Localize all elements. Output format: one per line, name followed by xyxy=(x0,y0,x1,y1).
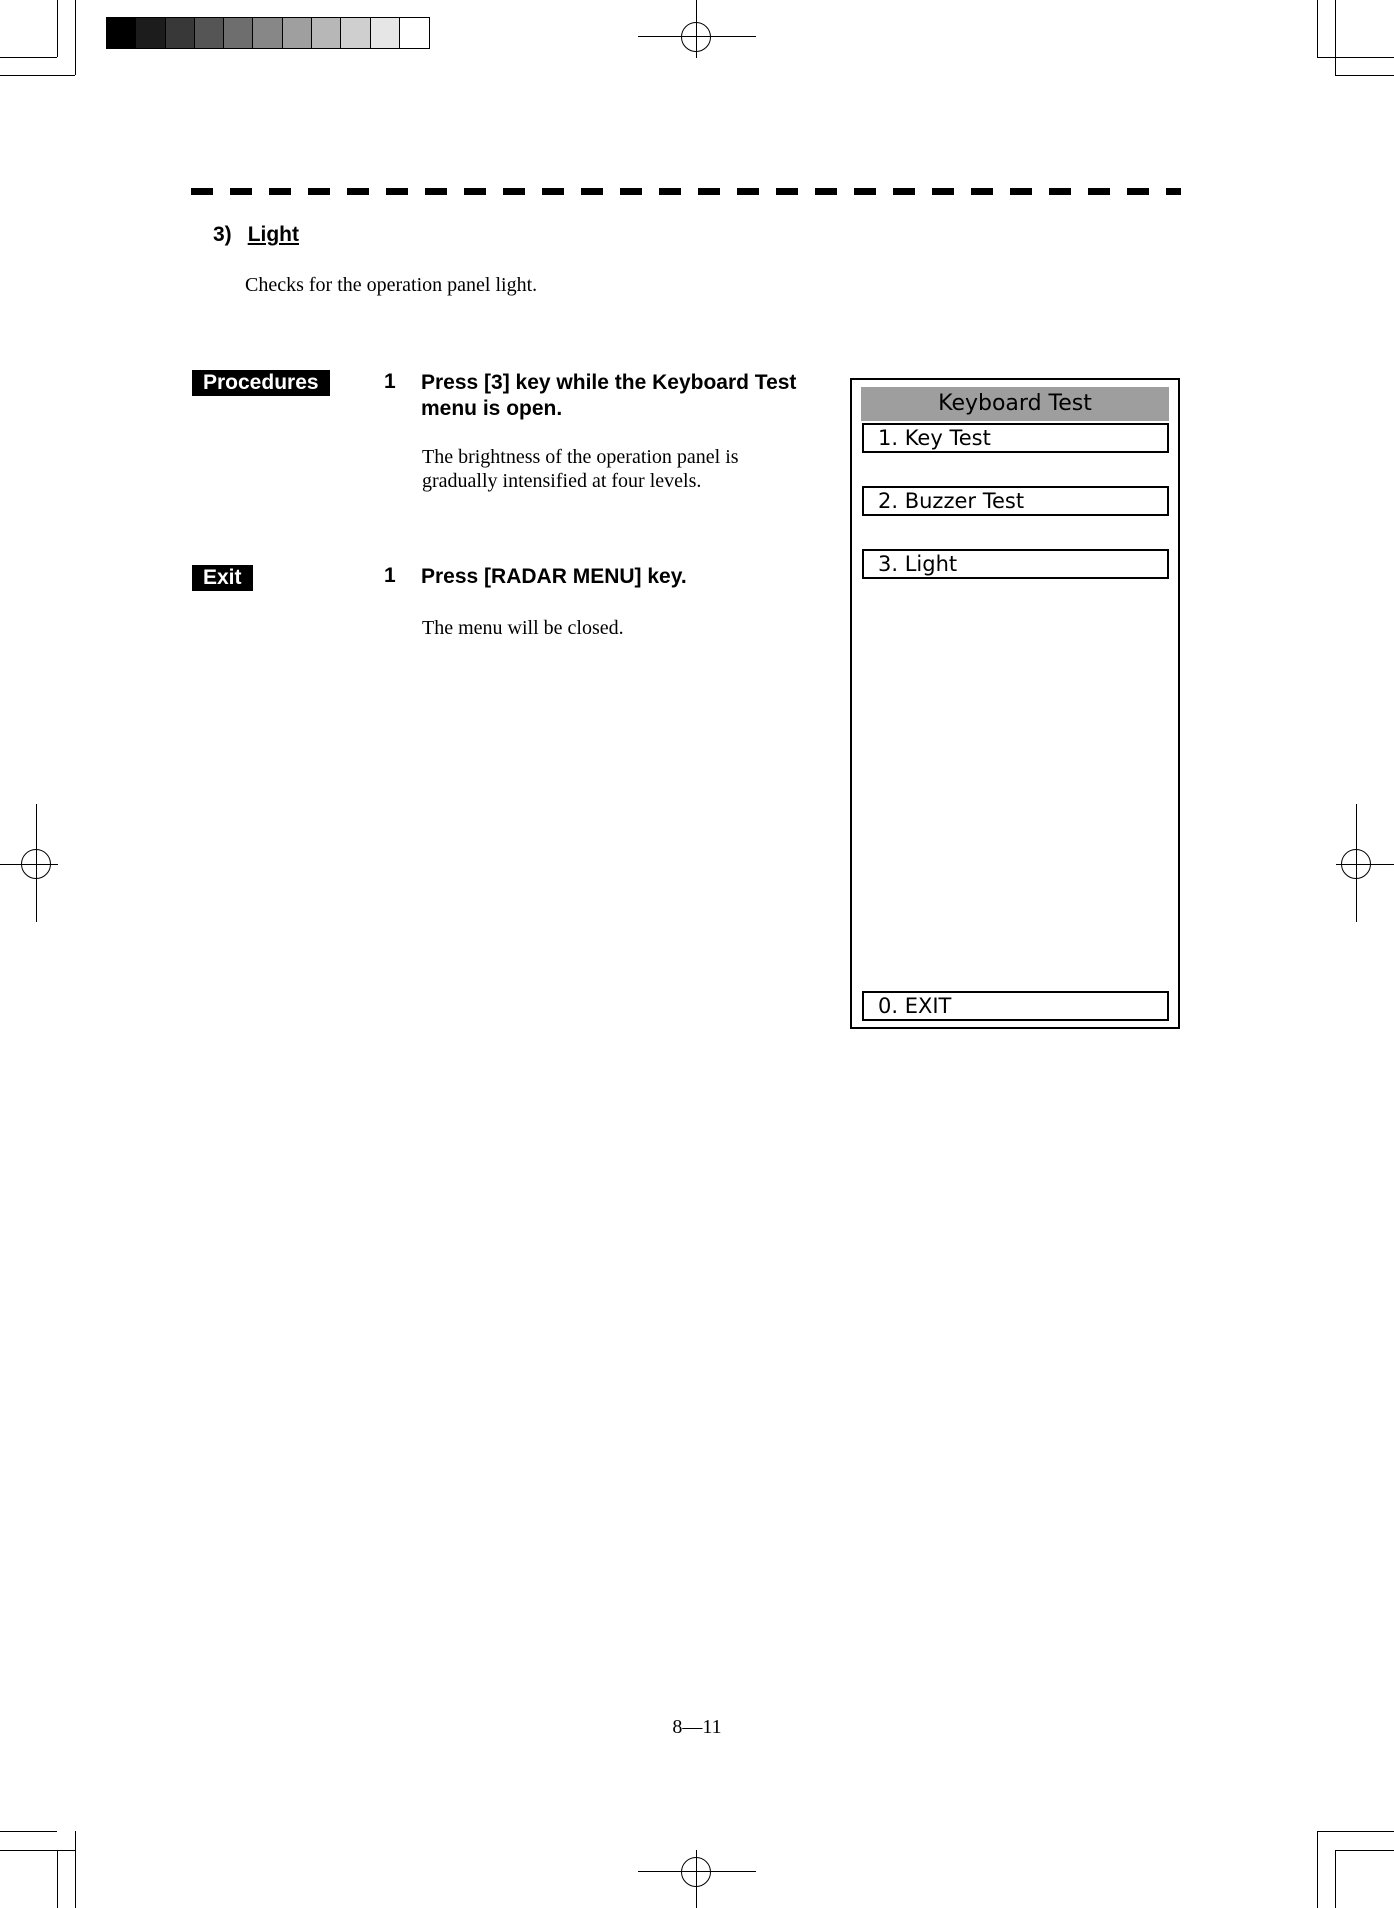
crop-mark xyxy=(1335,0,1336,75)
crop-mark xyxy=(75,1831,76,1908)
gray-swatch xyxy=(341,18,370,48)
gray-swatch xyxy=(400,18,429,48)
crop-mark xyxy=(1335,75,1394,76)
gray-swatch xyxy=(107,18,136,48)
gray-swatch xyxy=(371,18,400,48)
section-heading xyxy=(213,223,299,247)
procedures-tag: Procedures xyxy=(192,370,330,396)
menu-item-buzzer-test[interactable]: 2. Buzzer Test xyxy=(862,486,1169,516)
crop-mark xyxy=(57,1850,58,1908)
registration-mark xyxy=(21,849,51,879)
procedure-step-description: The brightness of the operation panel is gradually intensified at four levels. xyxy=(422,446,739,492)
registration-mark xyxy=(681,1857,711,1887)
gray-swatch xyxy=(224,18,253,48)
menu-item-exit[interactable]: 0. EXIT xyxy=(862,991,1169,1021)
registration-mark xyxy=(1341,849,1371,879)
crop-mark xyxy=(0,1850,75,1851)
exit-step-description: The menu will be closed. xyxy=(422,617,624,639)
gray-swatch xyxy=(283,18,312,48)
gray-swatch xyxy=(166,18,195,48)
section-title: Light xyxy=(247,223,299,246)
gray-swatch xyxy=(312,18,341,48)
exit-step-number: 1 xyxy=(384,564,396,587)
section-number: 3) xyxy=(213,223,232,246)
gray-swatch xyxy=(253,18,282,48)
keyboard-test-menu xyxy=(850,378,1180,1029)
crop-mark xyxy=(1317,1831,1318,1908)
exit-step-text: Press [RADAR MENU] key. xyxy=(421,565,687,588)
registration-mark xyxy=(681,22,711,52)
crop-mark xyxy=(75,0,76,75)
crop-mark xyxy=(1317,0,1318,58)
exit-tag: Exit xyxy=(192,565,253,591)
crop-mark xyxy=(1335,1850,1394,1851)
gray-scale-bar xyxy=(106,17,430,49)
menu-title: Keyboard Test xyxy=(861,387,1169,421)
menu-item-light[interactable]: 3. Light xyxy=(862,549,1169,579)
section-intro: Checks for the operation panel light. xyxy=(245,274,538,296)
crop-mark xyxy=(0,1831,57,1832)
crop-mark xyxy=(1317,57,1394,58)
crop-mark xyxy=(57,0,58,57)
procedure-step-text: Press [3] key while the Keyboard Test menu is open. xyxy=(421,371,797,420)
section-divider xyxy=(191,188,1181,195)
crop-mark xyxy=(0,75,75,76)
crop-mark xyxy=(1335,1850,1336,1908)
page-number: 8—11 xyxy=(672,1716,722,1738)
crop-mark xyxy=(1317,1831,1394,1832)
menu-item-key-test[interactable]: 1. Key Test xyxy=(862,423,1169,453)
crop-mark xyxy=(0,57,57,58)
gray-swatch xyxy=(136,18,165,48)
gray-swatch xyxy=(195,18,224,48)
procedure-step-number: 1 xyxy=(384,370,396,393)
